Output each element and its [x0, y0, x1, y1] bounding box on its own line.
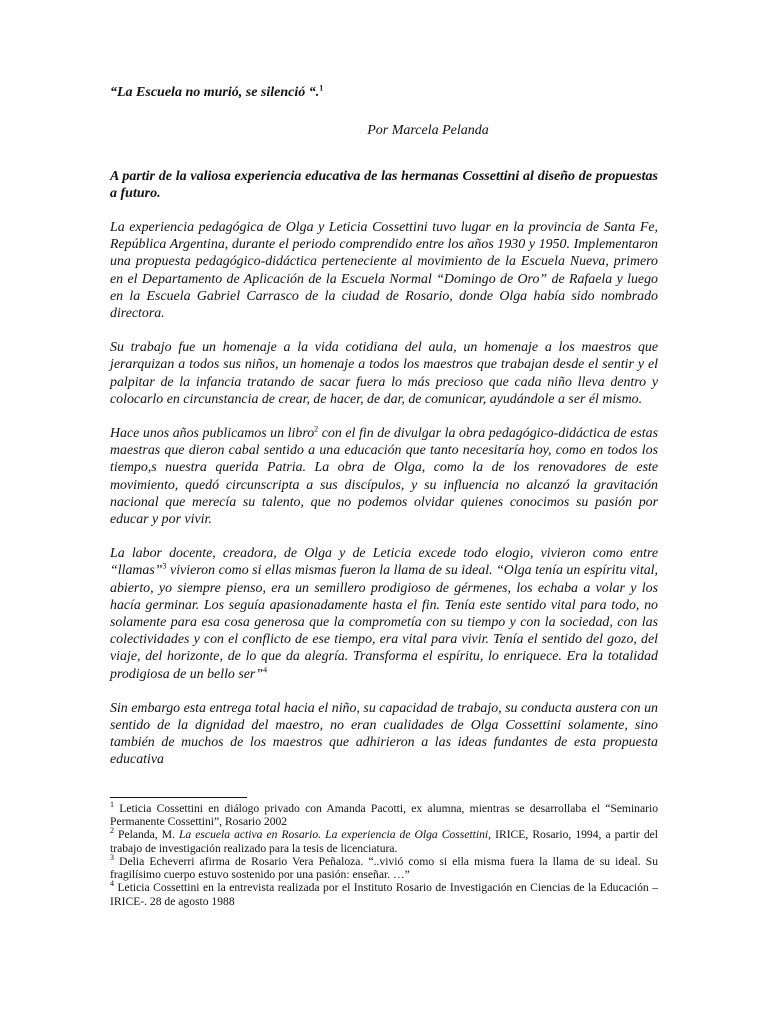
footnote-1: $^1$ Leticia Cossettini en diálogo privado con Amanda Pacotti, ex alumna, mientras se desarrollaba el “Seminario Permanente Cossettini”, Rosario 2002 — [110, 799, 658, 828]
title-text: “La Escuela no murió, se silenció “. — [110, 85, 320, 100]
footnote-ref-1[interactable]: 1 — [319, 83, 324, 93]
document-subtitle: A partir de la valiosa experiencia educativa de las hermanas Cossettini al diseño de propuestas a futuro. — [110, 169, 658, 201]
paragraph-3: Hace unos años publicamos un libro$^2$ con el fin de divulgar la obra pedagógico-didáctica de estas maestras que dieron cabal sentido a una educación que tanto necesitaría hoy, como en todos los tiempo,s nuestra querida Patria. La obra de Olga, como la de los renovadores de este movimiento, quedó circunscripta a sus discípulos, y su influencia no alcanzó la gravitación nacional que merecía su talento, que no podemos olvidar quienes conocimos su pasión por educar y por vivir. — [110, 424, 658, 528]
book-title: La escuela activa en Rosario. La experiencia de Olga Cossettini — [178, 828, 489, 842]
document-title — [110, 84, 658, 102]
footnote-number-1: 1 — [110, 799, 114, 809]
footnote-number-3: 3 — [110, 853, 114, 863]
footnotes-section — [110, 799, 658, 908]
footnote-ref-2[interactable]: 2 — [314, 424, 319, 434]
footnote-ref-3[interactable]: 3 — [162, 561, 167, 571]
footnote-ref-4[interactable]: 4 — [263, 665, 268, 675]
paragraph-1: La experiencia pedagógica de Olga y Leticia Cossettini tuvo lugar en la provincia de Santa Fe, República Argentina, durante el periodo comprendido entre los años 1930 y 1950. Implementaron una propuesta pedagógico-didáctica perteneciente al movimiento de la Escuela Nueva, primero en el Departamento de Aplicación de la Escuela Normal “Domingo de Oro” de Rafaela y luego en la Escuela Gabriel Carrasco de la ciudad de Rosario, donde Olga había sido nombrado directora. — [110, 220, 658, 322]
footnote-number-4: 4 — [110, 879, 114, 889]
footnote-number-2: 2 — [110, 826, 114, 836]
footnote-divider — [110, 797, 247, 798]
footnote-3: $^3$ Delia Echeverri afirma de Rosario Vera Peñaloza. “..vivió como si ella misma fuera la llama de su ideal. Su fragilísimo cuerpo estuvo sostenido por una pasión: enseñar. …” — [110, 853, 658, 882]
document-page — [110, 84, 658, 908]
paragraph-2: Su trabajo fue un homenaje a la vida cotidiana del aula, un homenaje a los maestros que jerarquizan a todos sus niños, un homenaje a todos los maestros que trabajan desde el sentir y el palpitar de la infancia tratando de sacar fuera lo más precioso que cada niño lleva dentro y colocarlo en circunstancia de crear, de hacer, de dar, de comunicar, ayudándole a ser él mismo. — [110, 340, 658, 407]
author-line: Por Marcela Pelanda — [367, 123, 489, 138]
paragraph-5: Sin embargo esta entrega total hacia el niño, su capacidad de trabajo, su conducta austera con un sentido de la dignidad del maestro, no eran cualidades de Olga Cossettini solamente, sino también de muchos de los maestros que adhirieron a las ideas fundantes de esta propuesta educativa — [110, 700, 658, 768]
paragraph-4: La labor docente, creadora, de Olga y de Leticia excede todo elogio, vivieron como entre “llamas”$^3$ vivieron como si ellas mismas fueron la llama de su ideal. “Olga tenía un espíritu vital, abierto, yo siempre pienso, era un semillero prodigioso de gérmenes, los echaba a volar y los hacía germinar. Los seguía apasionadamente hasta el fin. Tenía este sentido vital para todo, no solamente para esa cosa generosa que la comprometía con su tiempo y con la sociedad, con las colectividades y con el conflicto de ese tiempo, era vital para vivir. Tenía el sentido del gozo, del viaje, del horizonte, de lo que da alegría. Transforma el espíritu, lo enriquece. Era la totalidad prodigiosa de un bello ser”$^4$ — [110, 546, 658, 682]
footnote-2: $^2$ Pelanda, M. La escuela activa en Rosario. La experiencia de Olga Cossettini, IRICE, Rosario, 1994, a partir del trabajo de investigación realizado para la tesis de licenciatura. — [110, 826, 658, 855]
footnote-4: $^4$ Leticia Cossettini en la entrevista realizada por el Instituto Rosario de Investigación en Ciencias de la Educación –IRICE-. 28 de agosto 1988 — [110, 879, 658, 908]
